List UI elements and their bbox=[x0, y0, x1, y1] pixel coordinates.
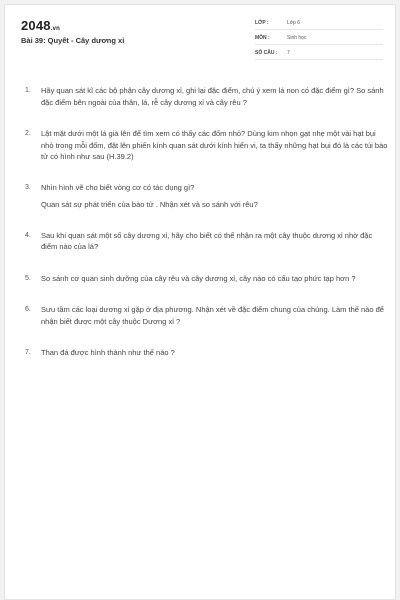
question-text: Sưu tầm các loại dương xỉ gặp ở địa phương. Nhận xét về đặc điểm chung của chúng. Làm thế nào để nhận biết được một cây thuộc Dương xỉ ? bbox=[41, 305, 384, 326]
question-item bbox=[25, 182, 389, 211]
meta-row-class bbox=[255, 17, 383, 30]
logo-domain-text: .vn bbox=[50, 26, 61, 32]
site-logo[interactable] bbox=[21, 18, 60, 33]
question-number: 1. bbox=[25, 87, 31, 94]
question-text: Lật mặt dưới một lá già lên để tìm xem có thấy các đốm nhỏ? Dùng kim nhọn gạt nhẹ một vài hạt bụi nhỏ trong mỗi đốm, đặt lên phiến kính quan sát dưới kính hiển vi, ta thấy những hạt bụi đó là các túi bào tử có hình như sau (H.39.2) bbox=[41, 129, 388, 161]
question-item bbox=[25, 128, 389, 163]
question-number: 6. bbox=[25, 306, 31, 313]
question-item bbox=[25, 85, 389, 108]
question-item bbox=[25, 347, 389, 359]
question-text: Quan sát sự phát triển của bào tử . Nhận xét và so sánh với rêu? bbox=[41, 200, 258, 209]
meta-row-question-count bbox=[255, 47, 383, 60]
question-number: 5. bbox=[25, 274, 31, 282]
question-text: Hãy quan sát kĩ các bộ phận cây dương xỉ, ghi lại đặc điểm, chú ý xem lá non có đặc điểm gì? So sánh đặc điểm bên ngoài của thân, lá, rễ cây dương xỉ và cây rêu ? bbox=[41, 86, 384, 107]
meta-label-class: LỚP : bbox=[255, 20, 269, 26]
question-text: Sau khi quan sát một số cây dương xỉ, hãy cho biết có thể nhận ra một cây thuộc dương xỉ nhờ đặc điểm nào của lá? bbox=[41, 230, 373, 251]
question-number: 7. bbox=[25, 349, 31, 356]
lesson-title: Bài 39: Quyết - Cây dương xỉ bbox=[21, 36, 125, 45]
question-number: 3. bbox=[25, 183, 31, 191]
question-item bbox=[25, 304, 389, 327]
meta-value-subject: Sinh học bbox=[287, 35, 307, 41]
meta-row-subject bbox=[255, 32, 383, 45]
page-header bbox=[5, 5, 395, 65]
meta-value-question-count: 7 bbox=[287, 50, 290, 56]
meta-label-question-count: SỐ CÂU : bbox=[255, 50, 278, 56]
lesson-meta bbox=[255, 17, 383, 62]
question-text: Nhìn hình vẽ cho biết vòng cơ có tác dụng gì? bbox=[41, 182, 195, 192]
question-number: 4. bbox=[25, 231, 31, 239]
question-item bbox=[25, 273, 389, 285]
meta-label-subject: MÔN : bbox=[255, 35, 270, 41]
question-text: Than đá được hình thành như thế nào ? bbox=[41, 348, 175, 357]
question-number: 2. bbox=[25, 130, 31, 137]
meta-value-class: Lớp 6 bbox=[287, 20, 301, 26]
logo-main-text: 2048 bbox=[21, 18, 51, 33]
question-list bbox=[25, 85, 389, 359]
question-text: So sánh cơ quan sinh dưỡng của cây rêu và cây dương xỉ, cây nào có cấu tạo phức tạp hơn ? bbox=[41, 273, 356, 283]
worksheet-page bbox=[4, 4, 396, 600]
question-item bbox=[25, 230, 389, 253]
